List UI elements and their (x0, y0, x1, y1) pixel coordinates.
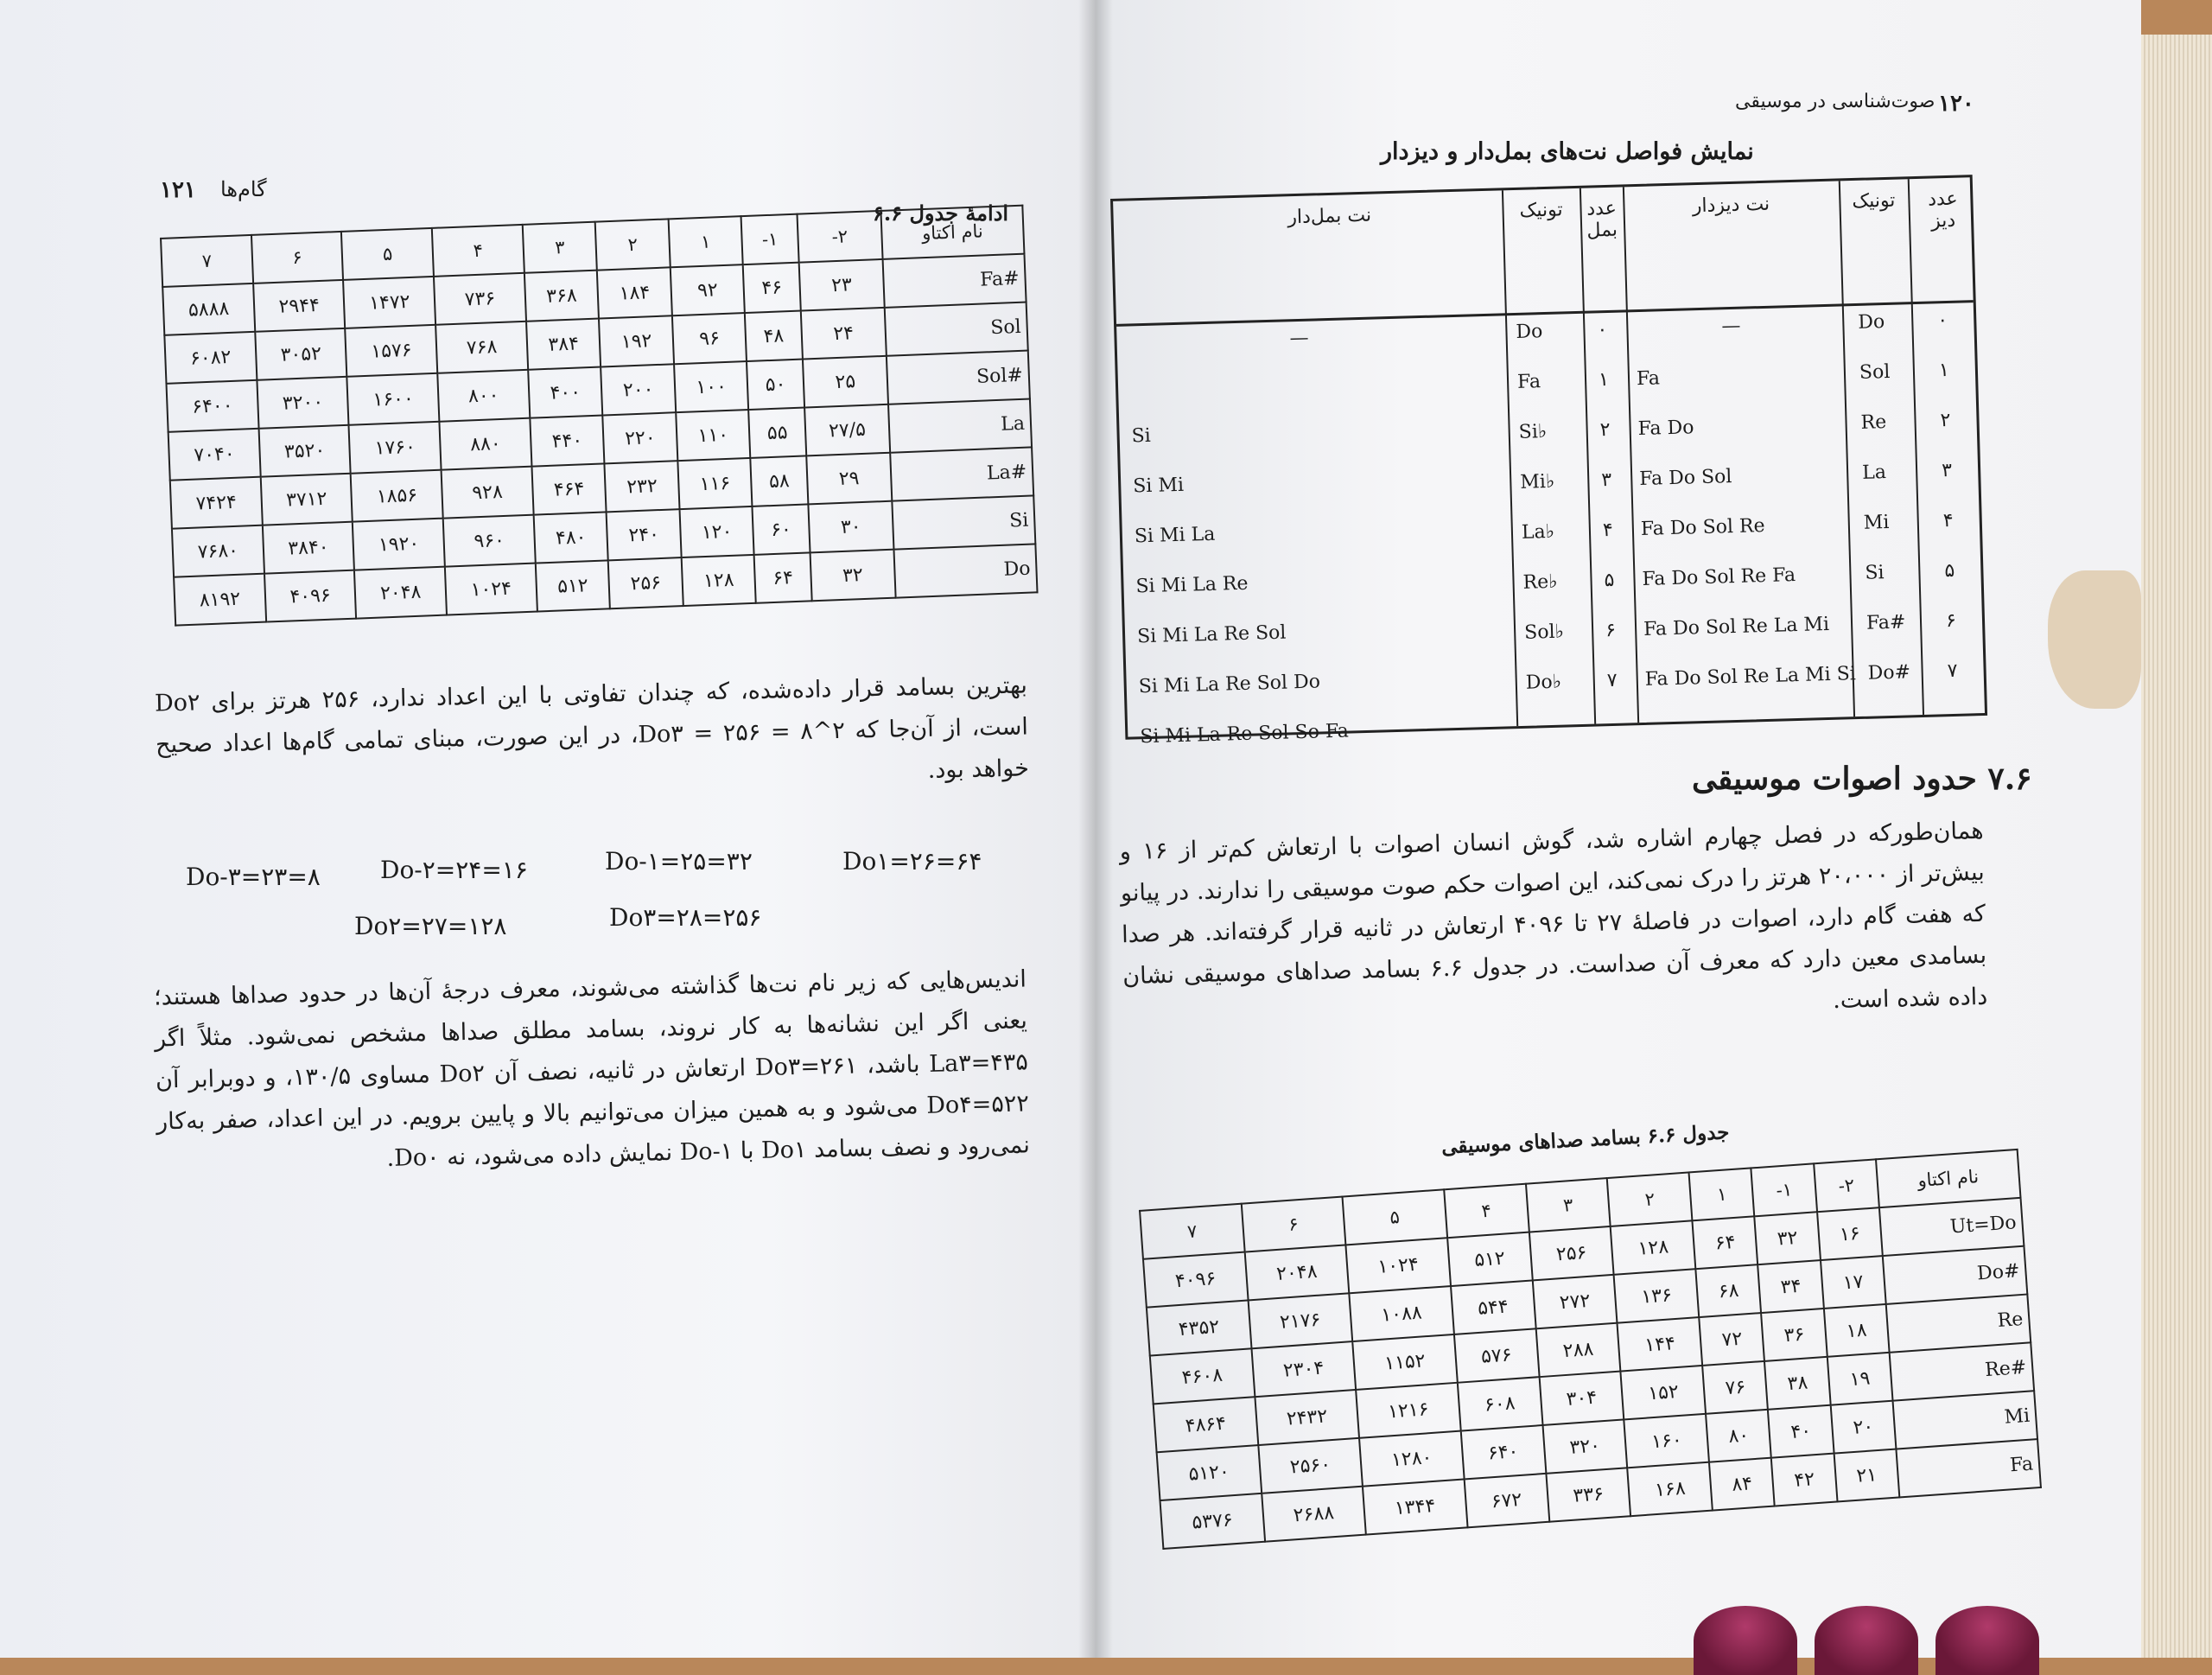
frequency-cell: ۴۸۶۴ (1154, 1397, 1258, 1452)
note-name-cell: Fa (1896, 1439, 2041, 1497)
flats-count-cell: ۱ (1598, 368, 1610, 392)
frequency-cell: ۳۶ (1762, 1309, 1827, 1361)
flats-tonic-cell: Do (1516, 321, 1543, 343)
frequency-cell: ۱۱۵۲ (1352, 1334, 1457, 1390)
left-column-header: ۶ (251, 232, 344, 283)
frequency-cell: ۱۰۲۴ (1345, 1238, 1450, 1293)
equation: Do-۲=۲۴=۱۶ (380, 856, 528, 884)
frequency-cell: ۵۱۲ (1447, 1232, 1533, 1286)
frequency-cell: ۸۱۹۲ (174, 574, 266, 626)
frequency-cell: ۷۲ (1699, 1313, 1764, 1366)
left-running-title: گام‌ها (220, 177, 267, 201)
equation: Do۱=۲۶=۶۴ (842, 847, 982, 876)
left-table-title: ادامهٔ جدول ۶.۶ (873, 201, 1009, 226)
sharps-tonic-cell: Re (1860, 411, 1887, 434)
sharps-tonic-cell: Mi (1863, 511, 1890, 534)
frequency-cell: ۳۷۱۲ (260, 474, 353, 525)
frequency-cell: ۹۲۸ (442, 467, 534, 519)
frequency-cell: ۴۲ (1771, 1454, 1837, 1506)
frequency-cell: ۱۹ (1827, 1353, 1892, 1405)
sharps-notes-cell: Fa Do Sol Re Fa (1642, 564, 1796, 590)
flats-count-cell: ۴ (1602, 519, 1614, 542)
frequency-cell: ۸۰۰ (437, 370, 530, 422)
page-stain (2048, 570, 2141, 709)
right-column-header: نام اکتاو (1876, 1150, 2021, 1207)
frequency-cell: ۷۶۸۰ (172, 525, 264, 577)
sharps-tonic-cell: La (1861, 462, 1887, 484)
flats-tonic-cell: Do♭ (1525, 671, 1562, 694)
sharps-count-cell: ۳ (1941, 459, 1953, 482)
table-caption: جدول ۶.۶ بسامد صداهای موسیقی (1440, 1120, 1731, 1159)
flats-tonic-cell: Mi♭ (1520, 470, 1555, 494)
frequency-cell: ۲۵ (803, 356, 888, 408)
frequency-cell: ۲۱۷۶ (1248, 1293, 1352, 1348)
header-flats-count: عدد بمل (1586, 197, 1618, 242)
frequency-cell: ۳۲۰۰ (257, 377, 349, 429)
left-paragraph-1: بهترین بسامد قرار داده‌شده، که چندان تفاوتی با این اعداد ندارد، ۲۵۶ هرتز برای Do۲ است، از آن‌جا که ۲^۸ = ۲۵۶ = Do۳، در این صورت، مبنای تمامی گام‌ها اعداد صحیح خواهد بود. (154, 672, 1030, 784)
left-column-header: ۱ (668, 216, 743, 267)
frequency-cell: ۵۸۸۸ (162, 283, 255, 335)
frequency-cell: ۱۲۱۶ (1356, 1383, 1460, 1438)
frequency-cell: ۸۰ (1706, 1410, 1771, 1462)
frequency-cell: ۶۴ (754, 552, 811, 602)
frequency-cell: ۵۳۷۶ (1160, 1493, 1265, 1549)
frequency-cell: ۲۸۸ (1535, 1323, 1621, 1377)
note-name-cell: Do (893, 544, 1037, 597)
flats-count-cell: ۶ (1605, 619, 1617, 642)
left-column-header: ۳ (523, 222, 598, 273)
sharps-count-cell: ۲ (1940, 409, 1951, 432)
flats-tonic-cell: Sol♭ (1523, 621, 1565, 644)
frequency-cell: ۲۷/۵ (804, 404, 890, 456)
frequency-cell: ۴۴۰ (530, 415, 605, 466)
frequency-cell: ۲۳۰۴ (1251, 1341, 1356, 1397)
frequency-cell: ۵۸ (751, 455, 808, 506)
frequency-cell: ۸۸۰ (440, 418, 532, 470)
frequency-cell: ۴۸ (745, 311, 802, 361)
flats-count-cell: ۰ (1597, 319, 1608, 341)
frequency-cell: ۴۰ (1768, 1405, 1834, 1458)
left-paragraph-2: اندیس‌هایی که زیر نام نت‌ها گذاشته می‌شوند، معرف درجهٔ آن‌ها در حدود صداها هستند؛ یعنی اگر این نشانه‌ها به کار نروند، بسامد مطلق صداها مشخص نمی‌شود. مثلاً اگر La۳=۴۳۵ باشد، Do۳=۲۶۱ ارتعاش در ثانیه، نصف آن Do۲ مساوی ۱۳۰/۵، و دوبرابر آن Do۴=۵۲۲ می‌شود و به همین میزان می‌توانیم بالا و پایین برویم. در این اعداد، صفر به‌کار نمی‌رود و نصف بسامد Do۱ با Do-۱ نمایش داده می‌شود، نه Do۰. (153, 965, 1031, 1172)
frequency-cell: ۲۴ (800, 308, 886, 360)
flats-count-cell: ۵ (1604, 569, 1615, 592)
frequency-cell: ۳۲ (810, 550, 895, 602)
frequency-cell: ۵۵ (749, 408, 806, 458)
sharps-count-cell: ۴ (1942, 509, 1954, 532)
flats-tonic-cell: Fa (1516, 371, 1541, 393)
header-sharps-count: عدد دیز (1927, 188, 1958, 232)
frequency-cell: ۱۴۴ (1618, 1317, 1703, 1371)
right-running-title: صوت‌شناسی در موسیقی (1735, 91, 1936, 112)
frequency-cell: ۲۴۳۲ (1255, 1390, 1359, 1445)
header-sharps-notes: نت دیزدار (1692, 193, 1770, 218)
frequency-cell: ۱۹۲۰ (353, 519, 445, 570)
right-column-header: ۷ (1140, 1204, 1244, 1259)
frequency-cell: ۲۰۰ (601, 364, 676, 415)
frequency-cell: ۵۷۶ (1454, 1328, 1540, 1382)
right-column-header: -۲ (1814, 1159, 1879, 1212)
flats-notes-cell: Si Mi La Re Sol (1136, 621, 1287, 648)
right-column-header: -۱ (1751, 1163, 1817, 1216)
frequency-cell: ۱۹۲ (599, 315, 674, 366)
frequency-cell: ۱۲۰ (679, 506, 754, 557)
flats-notes-cell: — (1289, 327, 1309, 350)
note-name-cell: La# (890, 447, 1033, 500)
left-column-header: ۷ (161, 235, 253, 287)
frequency-cell: ۲۵۶۰ (1258, 1438, 1363, 1493)
frequency-cell: ۷۰۴۰ (168, 429, 261, 481)
right-column-header: ۱ (1689, 1168, 1755, 1220)
flats-notes-cell: Si Mi La Re Sol Do (1138, 671, 1321, 698)
sharps-notes-cell: Fa (1636, 367, 1661, 391)
frequency-cell: ۳۲۰ (1542, 1419, 1628, 1473)
sharps-notes-cell: Fa Do (1637, 417, 1694, 441)
sharps-count-cell: ۰ (1936, 309, 1948, 332)
finger (1936, 1606, 2039, 1675)
frequency-table-continued (160, 205, 1039, 627)
frequency-cell: ۲۳ (798, 259, 884, 311)
frequency-cell: ۶۴۰ (1460, 1425, 1546, 1479)
frequency-cell: ۶۴ (1693, 1216, 1758, 1269)
frequency-cell: ۲۲۰ (603, 412, 678, 463)
equation: Do۳=۲۸=۲۵۶ (609, 903, 762, 932)
sharps-notes-cell: — (1721, 315, 1741, 338)
note-name-cell: Sol# (887, 351, 1030, 404)
frequency-cell: ۲۰ (1830, 1401, 1896, 1454)
frequency-cell: ۶۴۰۰ (166, 380, 258, 432)
sharps-count-cell: ۱ (1938, 359, 1950, 382)
flats-notes-cell: Si Mi La Re Sol So Fa (1140, 720, 1350, 748)
sharps-tonic-cell: Do (1857, 311, 1885, 334)
flats-count-cell: ۷ (1606, 669, 1618, 692)
frequency-cell: ۹۶۰ (443, 515, 536, 567)
note-name-cell: La (888, 398, 1032, 452)
frequency-cell: ۵۴۴ (1451, 1280, 1536, 1334)
right-table-title: نمایش فواصل نت‌های بمل‌دار و دیزدار (1381, 138, 1754, 165)
frequency-table (1139, 1149, 2042, 1550)
left-column-header: نام اکتاو (880, 206, 1024, 259)
left-page (0, 0, 1096, 1658)
right-column-header: ۲ (1607, 1172, 1693, 1226)
note-name-cell: Si (892, 495, 1035, 549)
frequency-cell: ۳۶۸ (524, 271, 600, 322)
frequency-cell: ۲۴۰ (607, 509, 682, 560)
frequency-cell: ۷۶۸ (435, 322, 528, 373)
note-name-cell: Sol (885, 303, 1028, 356)
sharps-notes-cell: Fa Do Sol (1638, 466, 1732, 491)
frequency-cell: ۱۱۶ (677, 458, 753, 509)
right-column-header: ۵ (1343, 1189, 1447, 1245)
frequency-cell: ۳۲ (1755, 1212, 1821, 1264)
frequency-cell: ۲۵۶ (608, 557, 683, 608)
frequency-cell: ۴۰۰ (528, 367, 603, 418)
frequency-cell: ۴۶۰۸ (1150, 1348, 1255, 1404)
flats-tonic-cell: Si♭ (1518, 421, 1548, 443)
frequency-cell: ۱۶۰ (1624, 1414, 1710, 1468)
frequency-cell: ۱۲۸۰ (1359, 1431, 1464, 1487)
right-page-number: ۱۲۰ (1938, 91, 1974, 117)
sharps-tonic-cell: Do# (1867, 661, 1911, 685)
frequency-cell: ۲۶۸۸ (1262, 1487, 1366, 1542)
frequency-cell: ۱۳۶ (1614, 1269, 1700, 1322)
frequency-cell: ۱۸۴ (597, 267, 672, 318)
frequency-cell: ۴۰۹۶ (264, 570, 357, 622)
frequency-cell: ۴۳۵۲ (1147, 1300, 1251, 1355)
equation: Do-۳=۲۳=۸ (186, 863, 321, 891)
flats-notes-cell: Si Mi (1132, 474, 1185, 498)
frequency-cell: ۶۸ (1696, 1264, 1762, 1317)
frequency-cell: ۱۷۶۰ (349, 422, 442, 474)
page-edges (2141, 35, 2212, 1658)
frequency-cell: ۱۰۸۸ (1349, 1286, 1453, 1341)
right-paragraph: همان‌طورکه در فصل چهارم اشاره شد، گوش انسان اصوات با ارتعاش کم‌تر از ۱۶ و بیش‌تر از ۲۰،۰۰۰ هرتز را درک نمی‌کند، این اصوات حکم صوت موسیقی را ندارند. در پیانو که هفت گام دارد، اصوات در فاصلهٔ ۲۷ تا ۴۰۹۶ ارتعاش در ثانیه قرار گرفته‌اند. هر صدا بسامدی معین دارد که معرف آن صداست. در جدول ۶.۶ بسامد صداهای موسیقی نشان داده شده است. (1119, 817, 1988, 1015)
fingers (1694, 1597, 2056, 1658)
finger (1815, 1606, 1918, 1675)
frequency-cell: ۵۰ (747, 360, 804, 410)
frequency-cell: ۱۲۸ (681, 555, 756, 606)
left-column-header: -۱ (741, 214, 798, 264)
left-column-header: ۵ (341, 228, 434, 280)
finger (1694, 1606, 1797, 1675)
frequency-cell: ۱۱۰ (676, 410, 751, 461)
sharps-count-cell: ۷ (1947, 659, 1958, 683)
equation: Do-۱=۲۵=۳۲ (605, 847, 753, 876)
accidentals-table (1110, 175, 1987, 748)
frequency-cell: ۷۶ (1702, 1361, 1768, 1414)
frequency-cell: ۱۲۸ (1611, 1220, 1696, 1274)
frequency-cell: ۹۲ (671, 264, 746, 315)
frequency-cell: ۴۶۴ (531, 463, 607, 514)
frequency-cell: ۳۸۴ (526, 319, 601, 370)
frequency-cell: ۶۷۲ (1464, 1474, 1549, 1527)
frequency-cell: ۲۹۴۴ (253, 280, 346, 332)
left-page-number: ۱۲۱ (160, 177, 196, 203)
frequency-cell: ۶۰۸ (1457, 1377, 1542, 1430)
frequency-cell: ۲۹ (806, 453, 892, 505)
frequency-cell: ۲۷۲ (1532, 1275, 1618, 1328)
frequency-cell: ۱۶۰۰ (347, 373, 440, 425)
frequency-cell: ۲۳۲ (605, 461, 680, 512)
flats-notes-cell: Si Mi La (1134, 523, 1216, 548)
frequency-cell: ۶۰ (753, 504, 810, 554)
frequency-cell: ۱۵۲ (1621, 1366, 1707, 1419)
frequency-cell: ۴۶ (743, 263, 800, 313)
right-column-header: ۴ (1444, 1184, 1529, 1238)
frequency-cell: ۱۶ (1817, 1207, 1883, 1260)
frequency-cell: ۳۸ (1764, 1357, 1830, 1410)
left-column-header: ۲ (595, 219, 671, 270)
note-name-cell: Re (1886, 1295, 2031, 1353)
frequency-cell: ۷۴۲۴ (170, 477, 263, 529)
frequency-cell: ۲۵۶ (1529, 1226, 1614, 1280)
frequency-cell: ۵۱۲۰ (1157, 1445, 1262, 1500)
flats-tonic-cell: Re♭ (1522, 570, 1558, 594)
sharps-notes-cell: Fa Do Sol Re (1640, 515, 1765, 541)
flats-tonic-cell: La♭ (1521, 520, 1555, 544)
frequency-cell: ۳۵۲۰ (258, 425, 351, 477)
flats-notes-cell: Si (1131, 424, 1152, 448)
note-name-cell: Ut=Do (1879, 1198, 2024, 1256)
sharps-notes-cell: Fa Do Sol Re La Mi Si (1644, 663, 1857, 691)
note-name-cell: Mi (1893, 1391, 2038, 1449)
sharps-tonic-cell: Fa# (1866, 611, 1906, 634)
frequency-cell: ۹۶ (672, 313, 747, 364)
frequency-cell: ۱۵۷۶ (346, 325, 438, 377)
flats-notes-cell: Si Mi La Re (1135, 572, 1249, 598)
flats-count-cell: ۳ (1600, 468, 1612, 492)
right-column-header: ۶ (1241, 1197, 1345, 1252)
frequency-cell: ۶۰۸۲ (164, 332, 257, 384)
sharps-tonic-cell: Sol (1859, 360, 1891, 384)
frequency-cell: ۱۰۰ (674, 361, 749, 412)
flats-count-cell: ۲ (1599, 418, 1611, 442)
header-sharps-tonic: تونیک (1852, 189, 1896, 213)
note-name-cell: Re# (1890, 1342, 2035, 1400)
frequency-cell: ۴۸۰ (533, 512, 608, 563)
left-column-header: ۴ (432, 225, 524, 277)
frequency-cell: ۱۸ (1824, 1304, 1890, 1357)
frequency-cell: ۳۰ (808, 501, 893, 553)
frequency-cell: ۳۸۴۰ (263, 522, 355, 574)
section-title: ۷.۶ حدود اصوات موسیقی (1692, 761, 2032, 797)
sharps-count-cell: ۵ (1944, 559, 1955, 583)
sharps-count-cell: ۶ (1945, 609, 1957, 633)
book-gutter (1078, 0, 1113, 1658)
frequency-cell: ۳۳۶ (1546, 1468, 1631, 1521)
frequency-cell: ۸۴ (1709, 1458, 1775, 1511)
frequency-cell: ۷۳۶ (434, 273, 526, 325)
equation: Do۲=۲۷=۱۲۸ (354, 912, 507, 940)
header-flats-notes: نت بمل‌دار (1287, 204, 1372, 229)
frequency-cell: ۱۶۸ (1628, 1462, 1713, 1516)
left-column-header: -۲ (797, 211, 882, 263)
sharps-notes-cell: Fa Do Sol Re La Mi (1643, 613, 1830, 640)
frequency-cell: ۳۰۵۲ (255, 328, 347, 380)
frequency-cell: ۱۴۷۲ (343, 277, 435, 328)
frequency-cell: ۲۰۴۸ (354, 567, 447, 619)
frequency-cell: ۳۰۴ (1539, 1372, 1624, 1425)
frequency-cell: ۳۴ (1758, 1260, 1824, 1313)
frequency-cell: ۴۰۹۶ (1143, 1252, 1248, 1308)
frequency-cell: ۱۷ (1821, 1256, 1886, 1309)
frequency-cell: ۲۱ (1834, 1449, 1899, 1502)
frequency-cell: ۱۸۵۶ (351, 470, 443, 522)
sharps-tonic-cell: Si (1865, 562, 1885, 584)
frequency-cell: ۵۱۲ (536, 560, 611, 611)
frequency-cell: ۱۳۴۴ (1363, 1480, 1467, 1535)
frequency-cell: ۱۰۲۴ (445, 564, 537, 615)
note-name-cell: Fa# (883, 254, 1027, 308)
right-column-header: ۳ (1525, 1178, 1611, 1232)
frequency-cell: ۲۰۴۸ (1244, 1245, 1349, 1300)
header-flats-tonic: تونیک (1519, 199, 1563, 222)
note-name-cell: Do# (1883, 1246, 2028, 1304)
